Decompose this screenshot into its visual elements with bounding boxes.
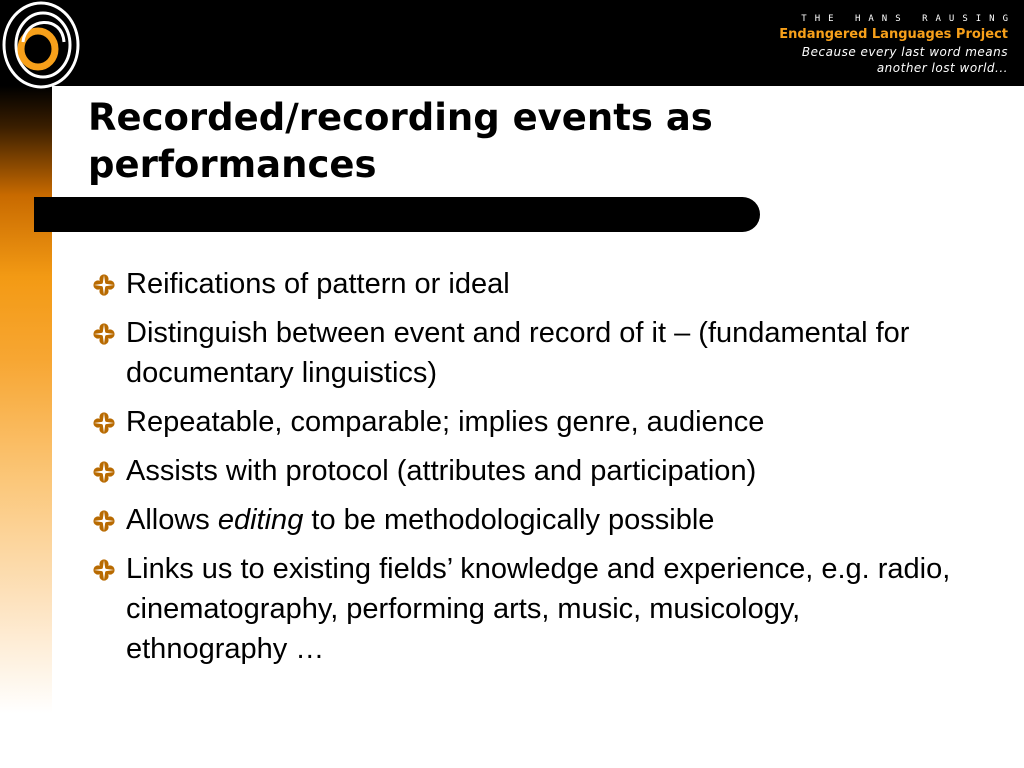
elp-spiral-logo-icon [0, 0, 86, 90]
diamond-bullet-icon [92, 411, 116, 435]
bullet-item [88, 313, 968, 393]
brand-top-line: THE HANS RAUSING [801, 14, 1016, 24]
bullet-item [88, 451, 968, 491]
bullet-item [88, 264, 968, 304]
bullet-item [88, 402, 968, 442]
brand-block [748, 12, 1016, 76]
bullet-item [88, 500, 968, 540]
bullet-list [88, 264, 968, 678]
slide-title [88, 94, 788, 188]
tagline-line-2: another lost world... [876, 61, 1008, 75]
orange-gradient-strip [0, 86, 52, 768]
bullet-text: Reifications of pattern or ideal [126, 268, 510, 300]
bullet-text: Links us to existing fields’ knowledge and experience, e.g. radio, cinematography, performing arts, music, musicology, ethnography … [126, 553, 951, 665]
diamond-bullet-icon [92, 460, 116, 484]
bullet-text-pre: Allows [126, 504, 218, 536]
diamond-bullet-icon [92, 322, 116, 346]
diamond-bullet-icon [92, 509, 116, 533]
bullet-item [88, 549, 968, 669]
bullet-text: Repeatable, comparable; implies genre, audience [126, 406, 765, 438]
title-line-2: performances [88, 143, 377, 186]
bullet-text: Distinguish between event and record of it – (fundamental for documentary linguistics) [126, 317, 910, 389]
diamond-bullet-icon [92, 558, 116, 582]
title-line-1: Recorded/recording events as [88, 96, 713, 139]
title-underline-bar [34, 197, 760, 232]
bullet-text: Assists with protocol (attributes and participation) [126, 455, 757, 487]
tagline-line-1: Because every last word means [801, 45, 1008, 59]
diamond-bullet-icon [92, 273, 116, 297]
bullet-text-emphasis: editing [217, 504, 304, 536]
bullet-text-post: to be methodologically possible [303, 504, 715, 536]
brand-name: Endangered Languages Project [779, 27, 1008, 42]
